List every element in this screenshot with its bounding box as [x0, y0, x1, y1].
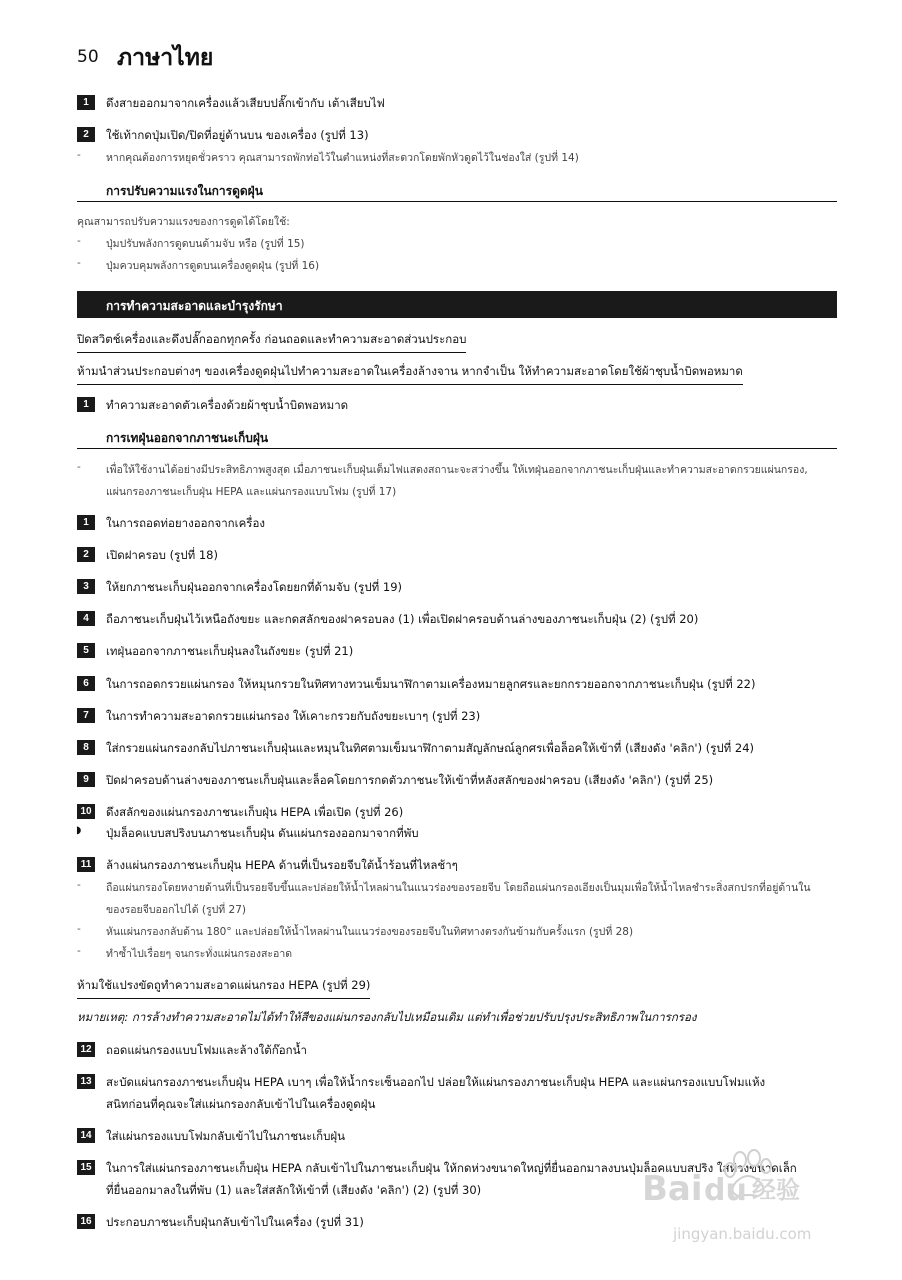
- step-text: ถือภาชนะเก็บฝุ่นไว้เหนือถังขยะ และกดสลักของฝาครอบลง (1) เพื่อเปิดฝาครอบด้านล่างของภาชนะเก็บฝุ่น (2) (รูปที่ 20): [106, 612, 699, 626]
- svg-text:Bai: Bai: [642, 1169, 703, 1209]
- step-number: 12: [77, 1042, 95, 1057]
- svg-text:经验: 经验: [752, 1176, 800, 1204]
- step-number: 9: [77, 772, 95, 787]
- step-number: 4: [77, 611, 95, 626]
- step-note: ทำซ้ำไปเรื่อยๆ จนกระทั่งแผ่นกรองสะอาด: [106, 948, 293, 960]
- step-note: หากคุณต้องการหยุดชั่วคราว คุณสามารถพักท่อไว้ในตำแหน่งที่สะดวกโดยพักหัวดูดไว้ในช่องใส่ (รูปที่ 14): [106, 152, 579, 164]
- step-note: เพื่อให้ใช้งานได้อย่างมีประสิทธิภาพสูงสุด เมื่อภาชนะเก็บฝุ่นเต็มไฟแสดงสถานะจะสว่างขึ้น ให้เทฝุ่นออกจากภาชนะเก็บฝุ่นและทำความสะอาดกรวยแผ่นกรอง,: [106, 464, 808, 476]
- step-number: 2: [77, 547, 95, 562]
- step-text: สะบัดแผ่นกรองภาชนะเก็บฝุ่น HEPA เบาๆ เพื่อให้น้ำกระเซ็นออกไป ปล่อยให้แผ่นกรองภาชนะเก็บฝุ่น HEPA และแผ่นกรองแบบโฟมแห้ง: [106, 1075, 766, 1089]
- step-text: ให้ยกภาชนะเก็บฝุ่นออกจากเครื่องโดยยกที่ด้ามจับ (รูปที่ 19): [106, 580, 403, 594]
- dash-bullet: -: [77, 257, 81, 269]
- step-text: เปิดฝาครอบ (รูปที่ 18): [106, 548, 218, 562]
- step-number: 13: [77, 1074, 95, 1089]
- baidu-watermark-logo: [640, 1148, 830, 1228]
- paragraph: คุณสามารถปรับความแรงของการดูดได้โดยใช้:: [77, 216, 290, 228]
- step-number: 2: [77, 127, 95, 142]
- heading-rule: [77, 448, 837, 449]
- step-number: 14: [77, 1128, 95, 1143]
- step-text: ดึงสายออกมาจากเครื่องแล้วเสียบปลั๊กเข้ากับ เต้าเสียบไฟ: [106, 96, 385, 110]
- step-result: ปุ่มล็อคแบบสปริงบนภาชนะเก็บฝุ่น ดันแผ่นกรองออกมาจากที่พับ: [106, 826, 419, 840]
- step-text: ในการถอดกรวยแผ่นกรอง ให้หมุนกรวยในทิศทางทวนเข็มนาฬิกาตามเครื่องหมายลูกศรและยกกรวยออกจากภาชนะเก็บฝุ่น (รูปที่ 22): [106, 677, 756, 691]
- step-number: 1: [77, 515, 95, 530]
- step-note: ของรอยจีบออกไปได้ (รูปที่ 27): [106, 904, 246, 916]
- step-text: ใช้เท้ากดปุ่มเปิด/ปิดที่อยู่ด้านบน ของเครื่อง (รูปที่ 13): [106, 128, 369, 142]
- dash-bullet: -: [77, 879, 81, 891]
- paw-logo-icon: [640, 1148, 830, 1228]
- step-text: ปิดฝาครอบด้านล่างของภาชนะเก็บฝุ่นและล็อคโดยการกดตัวภาชนะให้เข้าที่หลังสลักของฝาครอบ (เสียงดัง 'คลิก') (รูปที่ 25): [106, 773, 714, 787]
- result-arrow-icon: ◗: [76, 825, 82, 836]
- section-heading: การปรับความแรงในการดูดฝุ่น: [106, 184, 263, 198]
- step-number: 11: [77, 857, 95, 872]
- page-number: 50: [77, 47, 99, 67]
- step-text: ที่ยื่นออกมาลงในที่พับ (1) และใส่สลักให้เข้าที่ (เสียงดัง 'คลิก') (2) (รูปที่ 30): [106, 1183, 482, 1197]
- step-text: เทฝุ่นออกจากภาชนะเก็บฝุ่นลงในถังขยะ (รูปที่ 21): [106, 644, 354, 658]
- step-number: 15: [77, 1160, 95, 1175]
- bullet-text: ปุ่มควบคุมพลังการดูดบนเครื่องดูดฝุ่น (รูปที่ 16): [106, 260, 320, 272]
- svg-text:du: du: [704, 1173, 747, 1208]
- dash-bullet: -: [77, 149, 81, 161]
- step-number: 16: [77, 1214, 95, 1229]
- step-number: 8: [77, 740, 95, 755]
- step-note: ถือแผ่นกรองโดยหงายด้านที่เป็นรอยจีบขึ้นและปล่อยให้น้ำไหลผ่านในแนวร่องของรอยจีบ โดยถือแผ่นกรองเอียงเป็นมุมเพื่อให้น้ำไหลชำระสิ่งสกปรกที่อยู่ด้านใน: [106, 882, 811, 894]
- step-text: ในการถอดท่อยางออกจากเครื่อง: [106, 516, 265, 530]
- section-heading: การทำความสะอาดและบำรุงรักษา: [106, 299, 283, 313]
- step-number: 6: [77, 676, 95, 691]
- heading-rule: [77, 201, 837, 202]
- section-heading: การเทฝุ่นออกจากภาชนะเก็บฝุ่น: [106, 431, 269, 445]
- step-text: ดึงสลักของแผ่นกรองภาชนะเก็บฝุ่น HEPA เพื่อเปิด (รูปที่ 26): [106, 805, 404, 819]
- warning-text: ห้ามใช้แปรงขัดถูทำความสะอาดแผ่นกรอง HEPA (รูปที่ 29): [77, 977, 370, 999]
- step-number: 10: [77, 804, 95, 819]
- note-text: หมายเหตุ: การล้างทำความสะอาดไม่ได้ทำให้สีของแผ่นกรองกลับไปเหมือนเดิม แต่ทำเพื่อช่วยปรับปรุงประสิทธิภาพในการกรอง: [77, 1010, 697, 1024]
- step-text: ล้างแผ่นกรองภาชนะเก็บฝุ่น HEPA ด้านที่เป็นรอยจีบใต้น้ำร้อนที่ไหลช้าๆ: [106, 858, 458, 872]
- warning-text: ห้ามนำส่วนประกอบต่างๆ ของเครื่องดูดฝุ่นไปทำความสะอาดในเครื่องล้างจาน หากจำเป็น ให้ทำความสะอาดโดยใช้ผ้าชุบน้ำบิดพอหมาด: [77, 363, 743, 385]
- dash-bullet: -: [77, 235, 81, 247]
- step-number: 7: [77, 708, 95, 723]
- step-note: แผ่นกรองภาชนะเก็บฝุ่น HEPA และแผ่นกรองแบบโฟม (รูปที่ 17): [106, 486, 397, 498]
- bullet-text: ปุ่มปรับพลังการดูดบนด้ามจับ หรือ (รูปที่ 15): [106, 238, 305, 250]
- step-text: ใส่กรวยแผ่นกรองกลับไปภาชนะเก็บฝุ่นและหมุนในทิศตามเข็มนาฬิกาตามสัญลักษณ์ลูกศรเพื่อล็อคให้เข้าที่ (เสียงดัง 'คลิก') (รูปที่ 24): [106, 741, 755, 755]
- step-text: สนิทก่อนที่คุณจะใส่แผ่นกรองกลับเข้าไปในเครื่องดูดฝุ่น: [106, 1097, 376, 1111]
- warning-text: ปิดสวิตช์เครื่องและดึงปลั๊กออกทุกครั้ง ก่อนถอดและทำความสะอาดส่วนประกอบ: [77, 331, 466, 353]
- step-text: ในการใส่แผ่นกรองภาชนะเก็บฝุ่น HEPA กลับเข้าไปในภาชนะเก็บฝุ่น ให้กดห่วงขนาดใหญ่ที่ยื่นออกมาลงบนปุ่มล็อคแบบสปริง ใส่ห่วงขนาดเล็ก: [106, 1161, 797, 1175]
- step-number: 3: [77, 579, 95, 594]
- step-text: ในการทำความสะอาดกรวยแผ่นกรอง ให้เคาะกรวยกับถังขยะเบาๆ (รูปที่ 23): [106, 709, 481, 723]
- watermark-url: jingyan.baidu.com: [673, 1225, 812, 1243]
- step-number: 5: [77, 643, 95, 658]
- dash-bullet: -: [77, 461, 81, 473]
- page-title: ภาษาไทย: [117, 44, 214, 71]
- step-text: ทำความสะอาดตัวเครื่องด้วยผ้าชุบน้ำบิดพอหมาด: [106, 398, 349, 412]
- step-text: ใส่แผ่นกรองแบบโฟมกลับเข้าไปในภาชนะเก็บฝุ่น: [106, 1129, 346, 1143]
- step-number: 1: [77, 397, 95, 412]
- step-text: ถอดแผ่นกรองแบบโฟมและล้างใต้ก๊อกน้ำ: [106, 1043, 307, 1057]
- step-note: หันแผ่นกรองกลับด้าน 180° และปล่อยให้น้ำไหลผ่านในแนวร่องของรอยจีบในทิศทางตรงกันข้ามกับครั้งแรก (รูปที่ 28): [106, 926, 634, 938]
- step-text: ประกอบภาชนะเก็บฝุ่นกลับเข้าไปในเครื่อง (รูปที่ 31): [106, 1215, 364, 1229]
- step-number: 1: [77, 95, 95, 110]
- dash-bullet: -: [77, 945, 81, 957]
- dash-bullet: -: [77, 923, 81, 935]
